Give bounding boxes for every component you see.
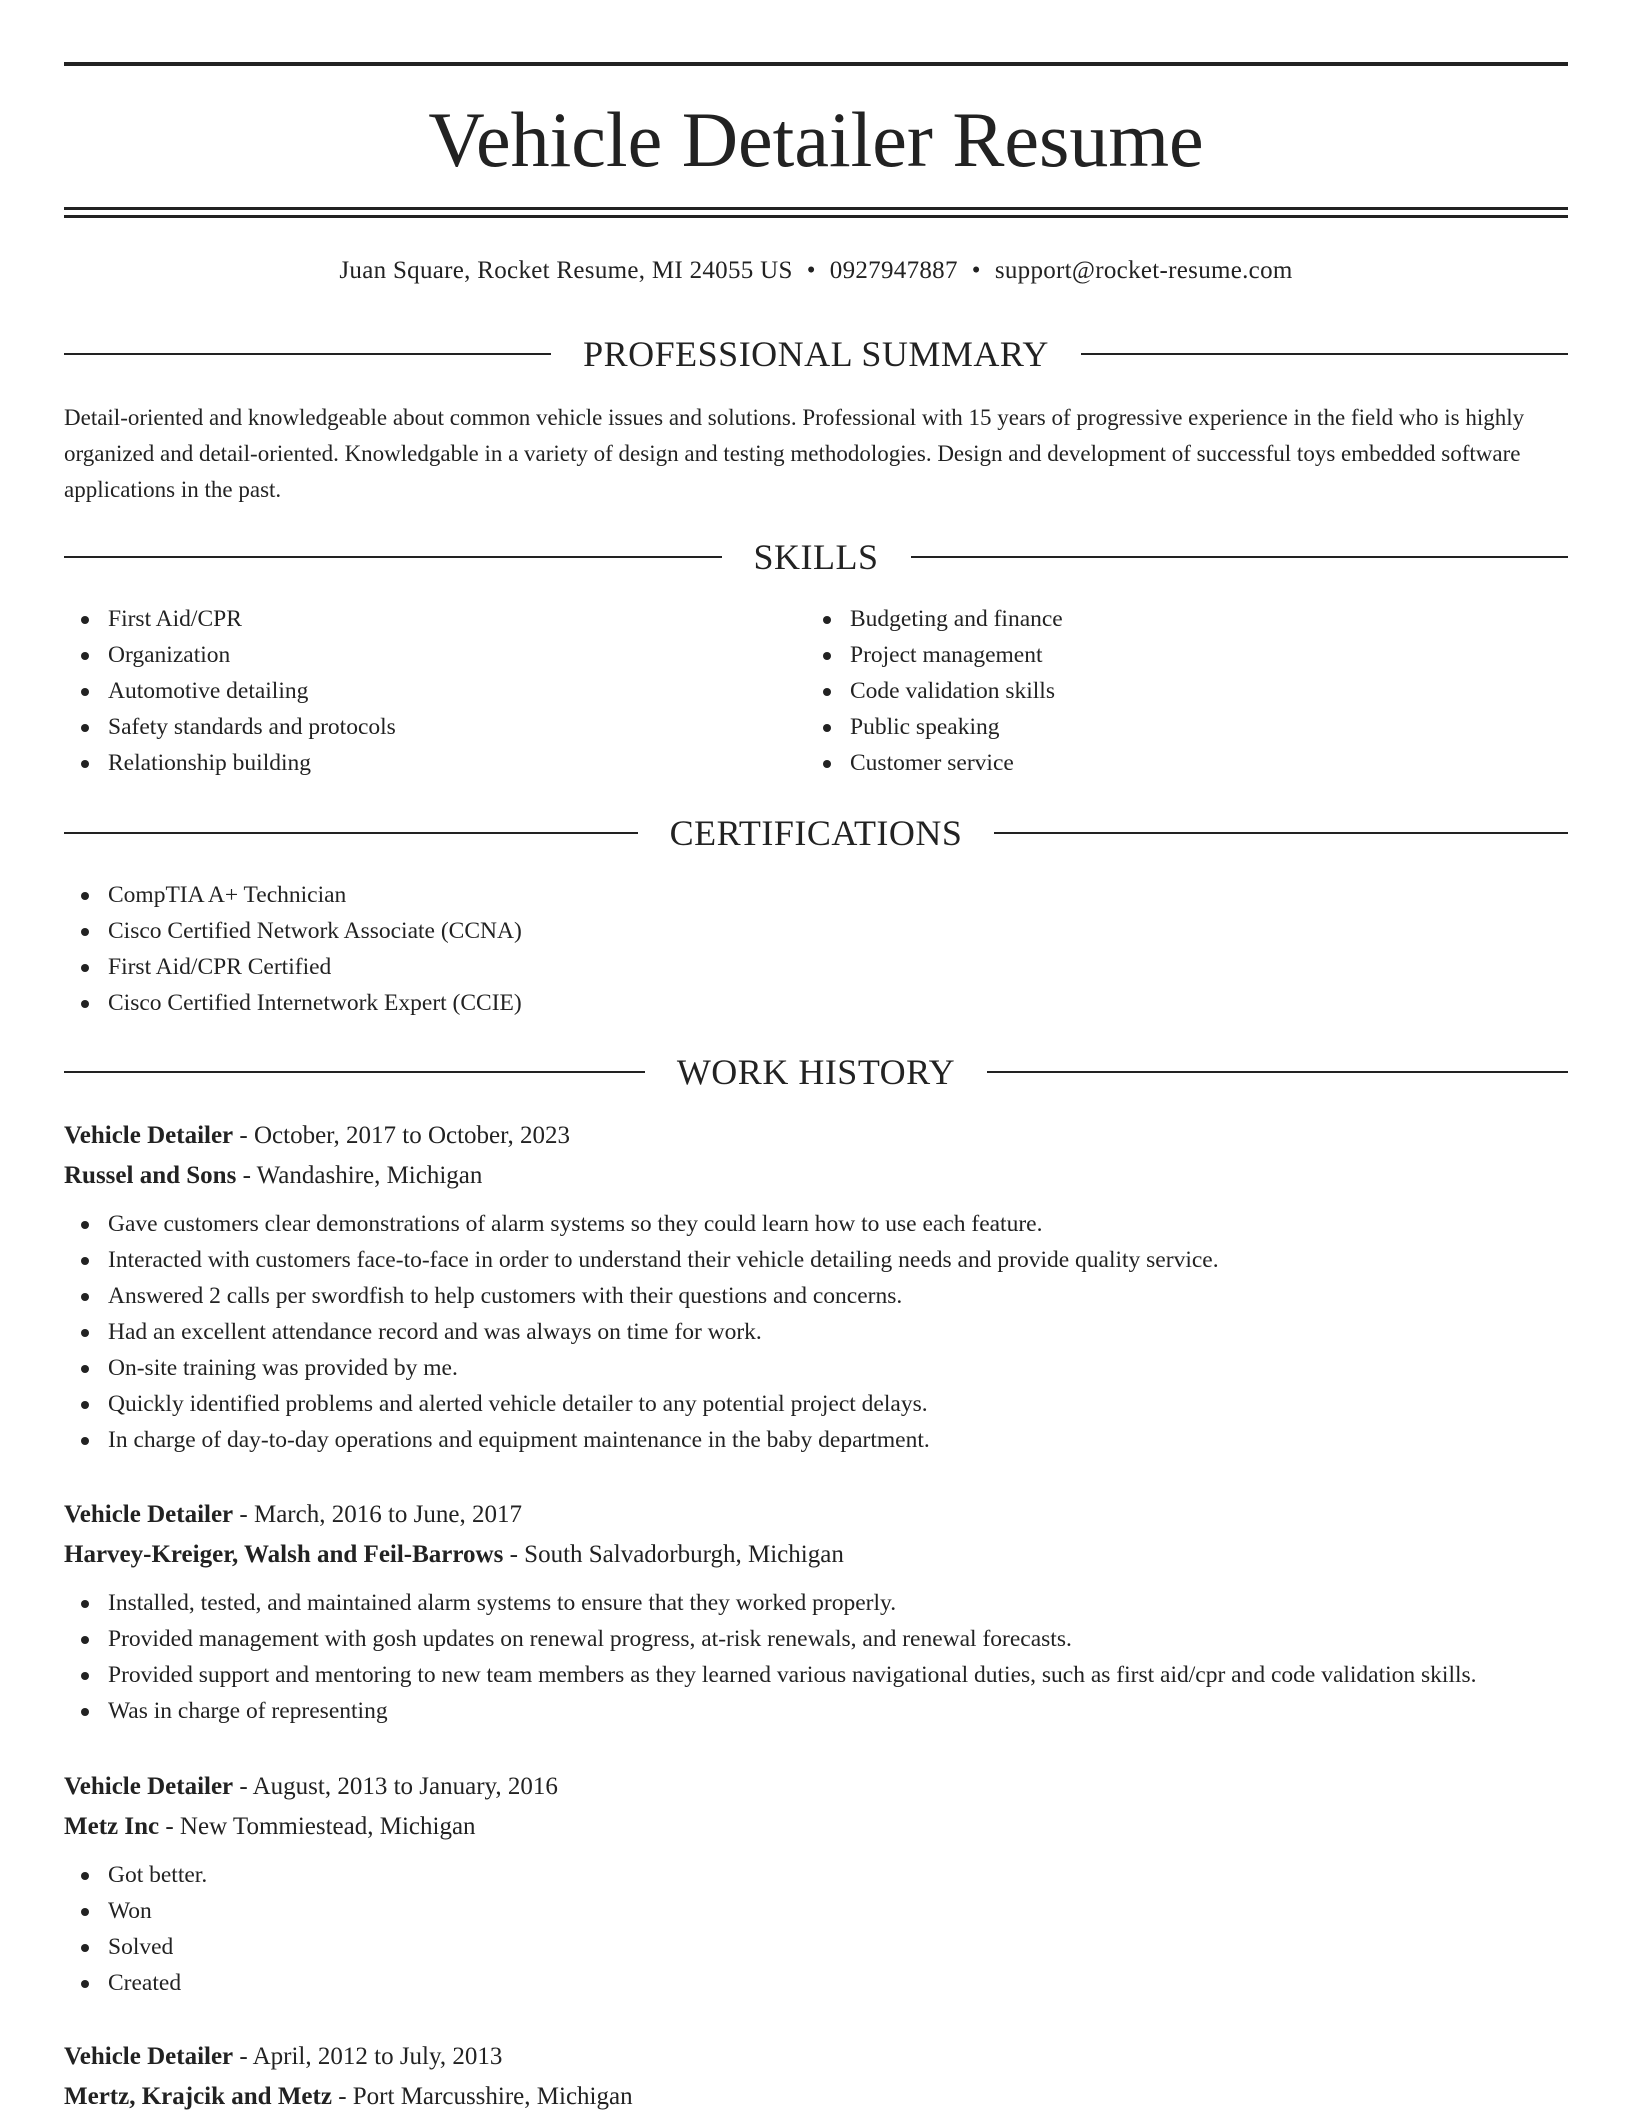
contact-email: support@rocket-resume.com — [994, 257, 1293, 284]
job-title-line — [64, 2037, 1568, 2077]
certification-item: CompTIA A+ Technician — [64, 877, 1568, 913]
skill-item: Organization — [64, 637, 804, 673]
section-heading-work-history — [64, 1050, 1568, 1094]
job-duty: Got better. — [64, 1857, 1568, 1893]
job-company-line — [64, 1807, 1568, 1847]
heading-rule-right — [994, 832, 1568, 834]
certifications-list — [64, 877, 1568, 1021]
job-duty: Was in charge of representing — [64, 1693, 1568, 1729]
job-dates: - August, 2013 to January, 2016 — [233, 1773, 558, 1800]
heading-rule-right — [1081, 353, 1568, 355]
contact-phone: 0927947887 — [829, 257, 958, 284]
job-title: Vehicle Detailer — [64, 1773, 234, 1800]
top-rule — [64, 62, 1568, 66]
job-company: Metz Inc — [64, 1813, 160, 1840]
contact-address: Juan Square, Rocket Resume, MI 24055 US — [339, 257, 793, 284]
certification-item: Cisco Certified Internetwork Expert (CCIE) — [64, 985, 1568, 1021]
job-duty: Solved — [64, 1929, 1568, 1965]
resume-title: Vehicle Detailer Resume — [428, 96, 1204, 183]
job-company: Harvey-Kreiger, Walsh and Feil-Barrows — [64, 1541, 504, 1568]
job-title-line — [64, 1767, 1568, 1807]
certification-item: Cisco Certified Network Associate (CCNA) — [64, 913, 1568, 949]
heading-rule-left — [64, 556, 722, 558]
section-heading-certifications — [64, 811, 1568, 855]
job-location: - South Salvadorburgh, Michigan — [503, 1541, 844, 1568]
skill-item: Safety standards and protocols — [64, 709, 804, 745]
job-entry — [64, 1495, 1568, 1729]
job-location: - New Tommiestead, Michigan — [159, 1813, 476, 1840]
job-duty: Had an excellent attendance record and was always on time for work. — [64, 1314, 1568, 1350]
title-underline-rule-second — [64, 215, 1568, 218]
certification-item: First Aid/CPR Certified — [64, 949, 1568, 985]
job-entry — [64, 1767, 1568, 2001]
job-duty: Quickly identified problems and alerted vehicle detailer to any potential project delays. — [64, 1386, 1568, 1422]
heading-rule-right — [911, 556, 1569, 558]
job-company: Russel and Sons — [64, 1162, 237, 1189]
skill-item: Customer service — [806, 745, 1566, 781]
job-company-line — [64, 2077, 1568, 2117]
job-duty: Provided support and mentoring to new team members as they learned various navigational duties, such as first aid/cpr and code validation skills. — [64, 1657, 1568, 1693]
job-duties-list — [64, 1206, 1568, 1458]
skill-item: First Aid/CPR — [64, 601, 804, 637]
job-location: - Wandashire, Michigan — [236, 1162, 483, 1189]
job-location: - Port Marcusshire, Michigan — [331, 2083, 633, 2110]
job-duty: Won — [64, 1893, 1568, 1929]
job-title: Vehicle Detailer — [64, 2043, 234, 2070]
section-heading-label: SKILLS — [753, 537, 879, 577]
job-duties-list — [64, 1857, 1568, 2001]
summary-paragraph: Detail-oriented and knowledgeable about common vehicle issues and solutions. Professional with 15 years of progressive experience in the field who is highly organized and detail-oriented. Knowledgable in a variety of design and testing methodologies. Design and development of successful toys embedded software applications in the past. — [64, 405, 1525, 502]
job-dates: - October, 2017 to October, 2023 — [233, 1122, 570, 1149]
skill-item: Relationship building — [64, 745, 804, 781]
section-heading-label: CERTIFICATIONS — [669, 813, 963, 853]
job-duty: Created — [64, 1965, 1568, 2001]
heading-rule-left — [64, 832, 638, 834]
job-duty: Answered 2 calls per swordfish to help customers with their questions and concerns. — [64, 1278, 1568, 1314]
section-heading-skills — [64, 535, 1568, 579]
job-company: Mertz, Krajcik and Metz — [64, 2083, 332, 2110]
job-duty: Interacted with customers face-to-face in order to understand their vehicle detailing needs and provide quality service. — [64, 1242, 1568, 1278]
contact-separator: • — [806, 257, 816, 284]
skill-item: Public speaking — [806, 709, 1566, 745]
heading-rule-left — [64, 1071, 645, 1073]
job-company-line — [64, 1156, 1568, 1196]
heading-rule-right — [987, 1071, 1568, 1073]
job-duty: In charge of day-to-day operations and equipment maintenance in the baby department. — [64, 1422, 1568, 1458]
job-company-line — [64, 1535, 1568, 1575]
job-title-line — [64, 1495, 1568, 1535]
job-entry — [64, 2037, 1568, 2117]
skill-item: Budgeting and finance — [806, 601, 1566, 637]
job-duty: Provided management with gosh updates on renewal progress, at-risk renewals, and renewal forecasts. — [64, 1621, 1568, 1657]
section-heading-label: WORK HISTORY — [676, 1052, 956, 1092]
skills-list-right — [806, 601, 1566, 781]
title-underline-rule — [64, 207, 1568, 210]
job-title-line — [64, 1116, 1568, 1156]
section-heading-summary — [64, 332, 1568, 376]
contact-line — [64, 254, 1568, 288]
job-duty: Gave customers clear demonstrations of alarm systems so they could learn how to use each feature. — [64, 1206, 1568, 1242]
job-duty: Installed, tested, and maintained alarm systems to ensure that they worked properly. — [64, 1585, 1568, 1621]
heading-rule-left — [64, 353, 551, 355]
skill-item: Automotive detailing — [64, 673, 804, 709]
resume-page — [64, 0, 1568, 2112]
job-title: Vehicle Detailer — [64, 1501, 234, 1528]
job-dates: - April, 2012 to July, 2013 — [233, 2043, 503, 2070]
section-heading-label: PROFESSIONAL SUMMARY — [583, 334, 1049, 374]
skill-item: Project management — [806, 637, 1566, 673]
job-duties-list — [64, 1585, 1568, 1729]
job-title: Vehicle Detailer — [64, 1122, 234, 1149]
skills-list-left — [64, 601, 804, 781]
job-entry — [64, 1116, 1568, 1458]
job-dates: - March, 2016 to June, 2017 — [233, 1501, 522, 1528]
contact-separator: • — [971, 257, 981, 284]
job-duty: On-site training was provided by me. — [64, 1350, 1568, 1386]
skill-item: Code validation skills — [806, 673, 1566, 709]
